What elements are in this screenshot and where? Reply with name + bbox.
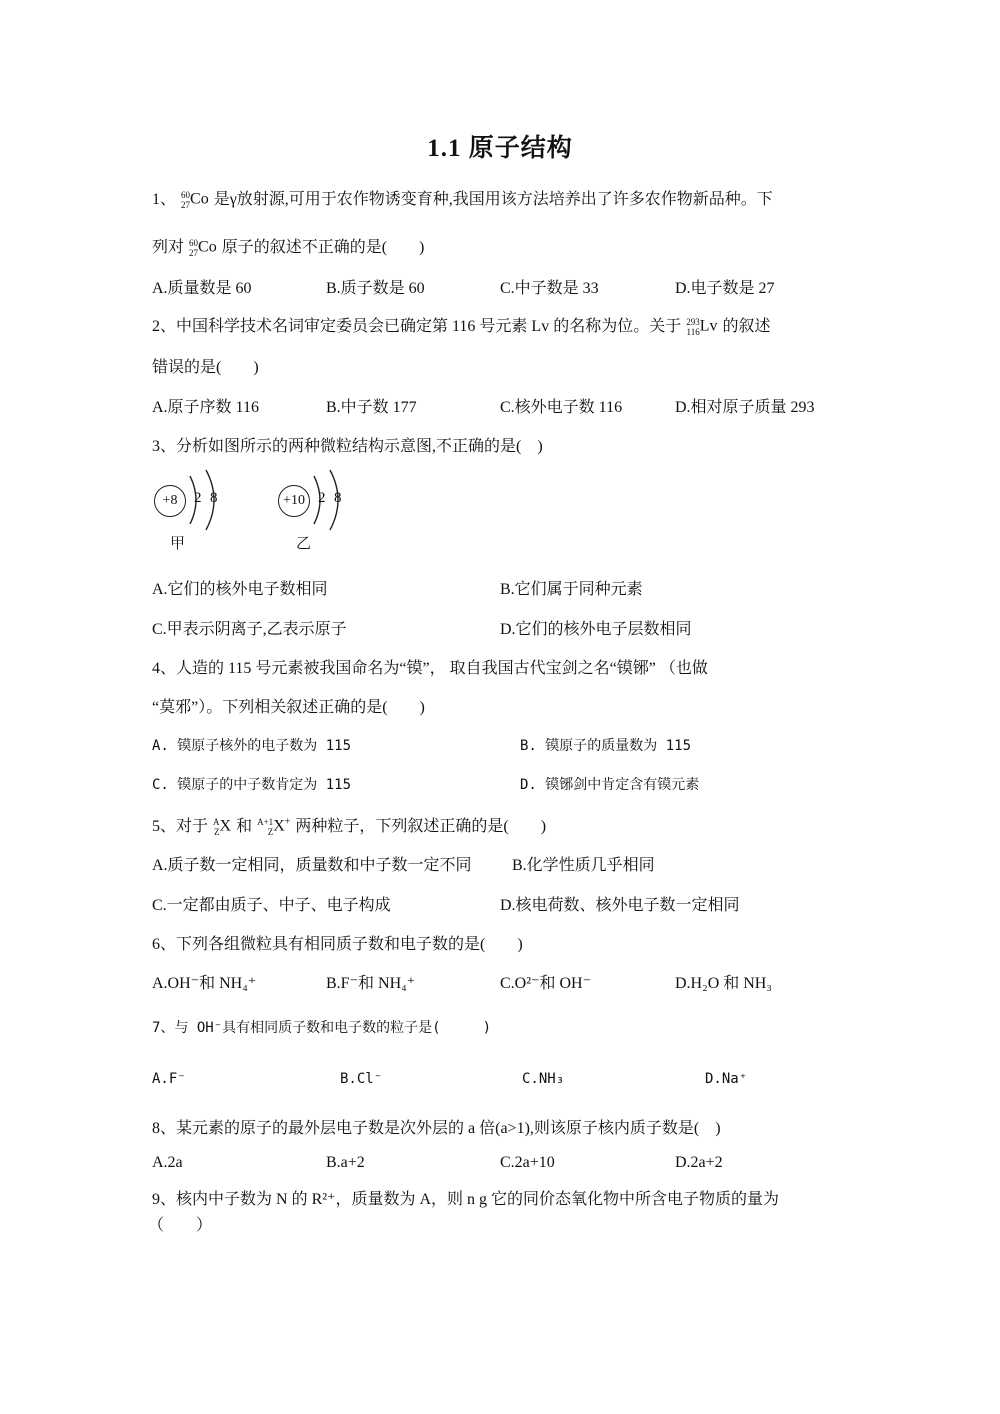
page-title: 1.1 原子结构 xyxy=(427,135,573,162)
q8-option-a: A.2a xyxy=(152,1154,183,1171)
question-9-line-2: （ ） xyxy=(148,1217,213,1234)
q7-option-b: B.Cl⁻ xyxy=(340,1071,383,1087)
electron-shell-arcs-icon xyxy=(180,468,230,532)
question-2-line-2: 错误的是( ) xyxy=(152,359,259,376)
q8-option-b: B.a+2 xyxy=(326,1154,365,1171)
electron-shell-arcs-icon xyxy=(304,468,354,532)
q4-option-b: B. 镆原子的质量数为 115 xyxy=(520,738,692,754)
q7-option-a: A.F⁻ xyxy=(152,1071,186,1087)
q5-option-c: C.一定都由质子、中子、电子构成 xyxy=(152,897,391,914)
q1-option-d: D.电子数是 27 xyxy=(675,280,775,297)
q2-option-c: C.核外电子数 116 xyxy=(500,399,623,416)
question-7-stem: 7、与 OH⁻具有相同质子数和电子数的粒子是( ) xyxy=(152,1020,492,1036)
q7-option-c: C.NH₃ xyxy=(522,1071,565,1087)
atom-jia: +8 2 8 甲 xyxy=(150,468,250,558)
q2-option-a: A.原子序数 116 xyxy=(152,399,259,416)
nuclide-lv293: 293 116 Lv xyxy=(686,317,718,338)
nuclide-a1zx-plus: A+1 Z X+ xyxy=(257,816,291,838)
nuclide-co60: 60 27 Co xyxy=(181,190,209,211)
nuclide-co60: 60 27 Co xyxy=(189,238,217,259)
q3-option-a: A.它们的核外电子数相同 xyxy=(152,581,328,598)
q3-option-c: C.甲表示阴离子,乙表示原子 xyxy=(152,621,347,638)
nucleus: +8 xyxy=(154,485,186,517)
question-4-line-1: 4、人造的 115 号元素被我国命名为“镆”， 取自我国古代宝剑之名“镆铘” （也做 xyxy=(152,660,708,677)
q6-option-b: B.F⁻和 NH₄⁺ xyxy=(326,975,416,992)
q1-option-a: A.质量数是 60 xyxy=(152,280,252,297)
question-3-stem: 3、分析如图所示的两种微粒结构示意图,不正确的是( ) xyxy=(152,438,543,455)
question-9-line-1: 9、核内中子数为 N 的 R²⁺，质量数为 A，则 n g 它的同价态氧化物中所含电子物质的量为 xyxy=(152,1191,780,1208)
question-6-stem: 6、下列各组微粒具有相同质子数和电子数的是( ) xyxy=(152,936,523,953)
q3-option-b: B.它们属于同种元素 xyxy=(500,581,643,598)
question-1-line-2: 列对 60 27 Co 原子的叙述不正确的是( ) xyxy=(152,238,425,259)
q6-option-c: C.O²⁻和 OH⁻ xyxy=(500,975,592,992)
q8-option-d: D.2a+2 xyxy=(675,1154,723,1171)
q3-option-d: D.它们的核外电子层数相同 xyxy=(500,621,692,638)
q7-option-d: D.Na⁺ xyxy=(705,1071,748,1087)
question-5-stem: 5、对于 A Z X 和 A+1 Z X+ 两种粒子，下列叙述正确的是( ) xyxy=(152,816,547,838)
q5-option-b: B.化学性质几乎相同 xyxy=(512,857,655,874)
q4-option-a: A. 镆原子核外的电子数为 115 xyxy=(152,738,352,754)
q5-option-a: A.质子数一定相同，质量数和中子数一定不同 xyxy=(152,857,472,874)
q5-option-d: D.核电荷数、核外电子数一定相同 xyxy=(500,897,740,914)
q2-option-d: D.相对原子质量 293 xyxy=(675,399,815,416)
question-number: 1、 xyxy=(152,191,177,208)
question-2-line-1: 2、中国科学技术名词审定委员会已确定第 116 号元素 Lv 的名称为位。关于 293 116 Lv 的叙述 xyxy=(152,317,771,338)
nucleus: +10 xyxy=(278,485,310,517)
atom-yi: +10 2 8 乙 xyxy=(274,468,374,558)
q4-option-c: C. 镆原子的中子数肯定为 115 xyxy=(152,777,352,793)
question-4-line-2: “莫邪”）。下列相关叙述正确的是( ) xyxy=(152,699,425,716)
q1-option-b: B.质子数是 60 xyxy=(326,280,425,297)
question-1-line-1: 1、 60 27 Co 是γ放射源,可用于农作物诱变育种,我国用该方法培养出了许多农作物新品种。下 xyxy=(152,190,773,211)
q6-option-d: D.H₂O 和 NH₃ xyxy=(675,975,772,992)
q2-option-b: B.中子数 177 xyxy=(326,399,417,416)
q4-option-d: D. 镆铘剑中肯定含有镆元素 xyxy=(520,777,700,793)
q8-option-c: C.2a+10 xyxy=(500,1154,555,1171)
q1-option-c: C.中子数是 33 xyxy=(500,280,599,297)
nuclide-azx: A Z X xyxy=(213,817,232,838)
question-8-stem: 8、某元素的原子的最外层电子数是次外层的 a 倍(a>1),则该原子核内质子数是( ) xyxy=(152,1120,721,1137)
q6-option-a: A.OH⁻和 NH₄⁺ xyxy=(152,975,257,992)
atom-structure-diagram xyxy=(150,468,360,558)
